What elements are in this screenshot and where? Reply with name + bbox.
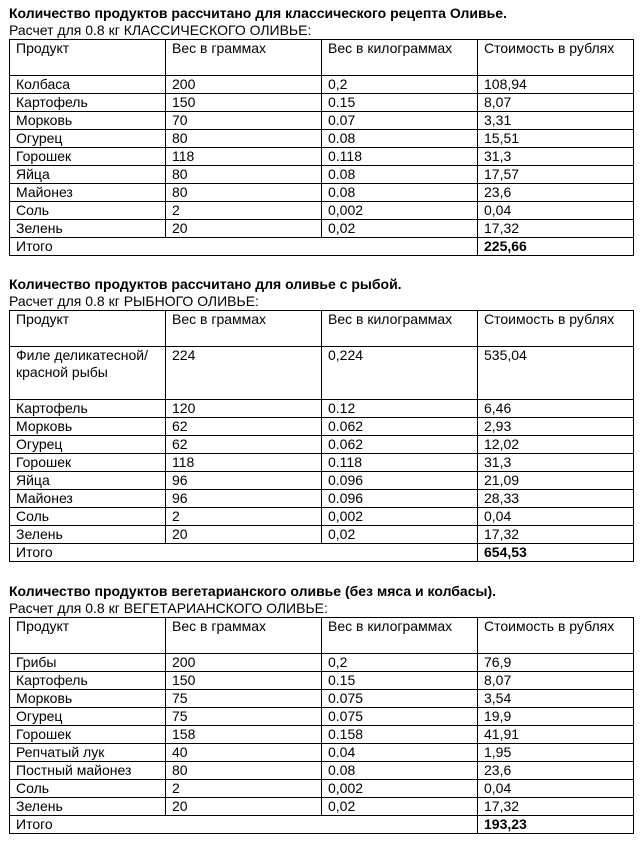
cost-cell: 108,94 xyxy=(478,76,634,94)
grams-cell: 20 xyxy=(166,798,322,816)
kilograms-cell: 0.08 xyxy=(322,762,478,780)
total-label: Итого xyxy=(10,816,478,834)
cost-cell: 3,31 xyxy=(478,112,634,130)
total-row xyxy=(10,544,634,562)
product-cell: Зелень xyxy=(10,526,166,544)
cost-cell: 8,07 xyxy=(478,672,634,690)
cost-cell: 17,57 xyxy=(478,166,634,184)
table-row xyxy=(10,436,634,454)
product-cell: Морковь xyxy=(10,418,166,436)
product-cell: Колбаса xyxy=(10,76,166,94)
kilograms-cell: 0.075 xyxy=(322,708,478,726)
product-cell: Майонез xyxy=(10,184,166,202)
cost-cell: 21,09 xyxy=(478,472,634,490)
product-cell: Огурец xyxy=(10,708,166,726)
cost-cell: 15,51 xyxy=(478,130,634,148)
table-row xyxy=(10,672,634,690)
grams-cell: 150 xyxy=(166,672,322,690)
product-cell: Огурец xyxy=(10,130,166,148)
recipe-section xyxy=(9,276,633,562)
total-value: 193,23 xyxy=(478,816,634,834)
table-header-row xyxy=(10,40,634,76)
column-header: Вес в граммах xyxy=(166,618,322,654)
cost-cell: 8,07 xyxy=(478,94,634,112)
table-row xyxy=(10,744,634,762)
cost-cell: 0,04 xyxy=(478,780,634,798)
column-header: Продукт xyxy=(10,311,166,347)
cost-cell: 0,04 xyxy=(478,202,634,220)
grams-cell: 62 xyxy=(166,436,322,454)
product-cell: Морковь xyxy=(10,112,166,130)
product-cell: Грибы xyxy=(10,654,166,672)
product-cell: Яйца xyxy=(10,166,166,184)
grams-cell: 2 xyxy=(166,508,322,526)
total-value: 225,66 xyxy=(478,238,634,256)
cost-cell: 28,33 xyxy=(478,490,634,508)
grams-cell: 62 xyxy=(166,418,322,436)
kilograms-cell: 0.04 xyxy=(322,744,478,762)
cost-cell: 31,3 xyxy=(478,454,634,472)
table-row xyxy=(10,798,634,816)
table-row xyxy=(10,130,634,148)
cost-cell: 1,95 xyxy=(478,744,634,762)
kilograms-cell: 0,002 xyxy=(322,508,478,526)
product-cell: Филе деликатесной/ красной рыбы xyxy=(10,347,166,400)
grams-cell: 40 xyxy=(166,744,322,762)
cost-cell: 23,6 xyxy=(478,184,634,202)
kilograms-cell: 0,02 xyxy=(322,798,478,816)
cost-cell: 19,9 xyxy=(478,708,634,726)
grams-cell: 96 xyxy=(166,490,322,508)
column-header: Вес в килограммах xyxy=(322,618,478,654)
table-row xyxy=(10,112,634,130)
grams-cell: 118 xyxy=(166,454,322,472)
table-row xyxy=(10,490,634,508)
column-header: Стоимость в рублях xyxy=(478,618,634,654)
column-header: Стоимость в рублях xyxy=(478,311,634,347)
table-row xyxy=(10,166,634,184)
kilograms-cell: 0.075 xyxy=(322,690,478,708)
product-cell: Картофель xyxy=(10,94,166,112)
kilograms-cell: 0.08 xyxy=(322,130,478,148)
product-cell: Морковь xyxy=(10,690,166,708)
table-row xyxy=(10,526,634,544)
recipe-section xyxy=(9,5,633,256)
kilograms-cell: 0,002 xyxy=(322,202,478,220)
grams-cell: 2 xyxy=(166,202,322,220)
table-row xyxy=(10,780,634,798)
kilograms-cell: 0.118 xyxy=(322,454,478,472)
section-title: Количество продуктов рассчитано для оливье с рыбой. xyxy=(9,276,402,292)
column-header: Продукт xyxy=(10,618,166,654)
kilograms-cell: 0.118 xyxy=(322,148,478,166)
product-cell: Картофель xyxy=(10,400,166,418)
kilograms-cell: 0,002 xyxy=(322,780,478,798)
product-cell: Зелень xyxy=(10,220,166,238)
grams-cell: 2 xyxy=(166,780,322,798)
table-row xyxy=(10,148,634,166)
ingredients-table xyxy=(9,310,634,562)
kilograms-cell: 0.15 xyxy=(322,94,478,112)
table-row xyxy=(10,76,634,94)
grams-cell: 158 xyxy=(166,726,322,744)
grams-cell: 120 xyxy=(166,400,322,418)
ingredients-table xyxy=(9,39,634,256)
grams-cell: 20 xyxy=(166,220,322,238)
kilograms-cell: 0,2 xyxy=(322,76,478,94)
kilograms-cell: 0.08 xyxy=(322,184,478,202)
cost-cell: 12,02 xyxy=(478,436,634,454)
cost-cell: 17,32 xyxy=(478,220,634,238)
table-row xyxy=(10,726,634,744)
product-cell: Постный майонез xyxy=(10,762,166,780)
kilograms-cell: 0.062 xyxy=(322,436,478,454)
cost-cell: 31,3 xyxy=(478,148,634,166)
table-row xyxy=(10,94,634,112)
grams-cell: 75 xyxy=(166,690,322,708)
kilograms-cell: 0.158 xyxy=(322,726,478,744)
product-cell: Соль xyxy=(10,780,166,798)
kilograms-cell: 0,02 xyxy=(322,526,478,544)
cost-cell: 0,04 xyxy=(478,508,634,526)
product-cell: Яйца xyxy=(10,472,166,490)
ingredients-table xyxy=(9,617,634,834)
kilograms-cell: 0.096 xyxy=(322,490,478,508)
column-header: Вес в килограммах xyxy=(322,40,478,76)
product-cell: Соль xyxy=(10,202,166,220)
product-cell: Соль xyxy=(10,508,166,526)
product-cell: Картофель xyxy=(10,672,166,690)
cost-cell: 3,54 xyxy=(478,690,634,708)
cost-cell: 2,93 xyxy=(478,418,634,436)
table-row xyxy=(10,400,634,418)
grams-cell: 224 xyxy=(166,347,322,400)
grams-cell: 20 xyxy=(166,526,322,544)
table-row xyxy=(10,454,634,472)
grams-cell: 80 xyxy=(166,184,322,202)
table-row xyxy=(10,418,634,436)
product-cell: Репчатый лук xyxy=(10,744,166,762)
grams-cell: 200 xyxy=(166,76,322,94)
table-row xyxy=(10,472,634,490)
column-header: Вес в граммах xyxy=(166,40,322,76)
section-title: Количество продуктов вегетарианского оливье (без мяса и колбасы). xyxy=(9,583,497,599)
kilograms-cell: 0.08 xyxy=(322,166,478,184)
total-row xyxy=(10,238,634,256)
cost-cell: 41,91 xyxy=(478,726,634,744)
grams-cell: 75 xyxy=(166,708,322,726)
product-cell: Горошек xyxy=(10,148,166,166)
kilograms-cell: 0.15 xyxy=(322,672,478,690)
kilograms-cell: 0.062 xyxy=(322,418,478,436)
table-row xyxy=(10,708,634,726)
grams-cell: 80 xyxy=(166,130,322,148)
recipe-section xyxy=(9,583,633,834)
cost-cell: 76,9 xyxy=(478,654,634,672)
table-header-row xyxy=(10,311,634,347)
total-row xyxy=(10,816,634,834)
grams-cell: 200 xyxy=(166,654,322,672)
cost-cell: 17,32 xyxy=(478,526,634,544)
table-row xyxy=(10,690,634,708)
grams-cell: 80 xyxy=(166,762,322,780)
column-header: Вес в граммах xyxy=(166,311,322,347)
table-row xyxy=(10,184,634,202)
grams-cell: 118 xyxy=(166,148,322,166)
total-label: Итого xyxy=(10,544,478,562)
grams-cell: 96 xyxy=(166,472,322,490)
kilograms-cell: 0.12 xyxy=(322,400,478,418)
table-row xyxy=(10,508,634,526)
product-cell: Зелень xyxy=(10,798,166,816)
total-label: Итого xyxy=(10,238,478,256)
kilograms-cell: 0.07 xyxy=(322,112,478,130)
product-cell: Горошек xyxy=(10,454,166,472)
column-header: Стоимость в рублях xyxy=(478,40,634,76)
section-title: Количество продуктов рассчитано для классического рецепта Оливье. xyxy=(9,5,507,21)
kilograms-cell: 0,224 xyxy=(322,347,478,400)
column-header: Продукт xyxy=(10,40,166,76)
kilograms-cell: 0,2 xyxy=(322,654,478,672)
table-header-row xyxy=(10,618,634,654)
table-row xyxy=(10,347,634,400)
cost-cell: 23,6 xyxy=(478,762,634,780)
grams-cell: 80 xyxy=(166,166,322,184)
total-value: 654,53 xyxy=(478,544,634,562)
grams-cell: 70 xyxy=(166,112,322,130)
cost-cell: 17,32 xyxy=(478,798,634,816)
product-cell: Горошек xyxy=(10,726,166,744)
column-header: Вес в килограммах xyxy=(322,311,478,347)
table-row xyxy=(10,762,634,780)
product-cell: Огурец xyxy=(10,436,166,454)
section-subtitle: Расчет для 0.8 кг КЛАССИЧЕСКОГО ОЛИВЬЕ: xyxy=(9,22,312,38)
table-row xyxy=(10,220,634,238)
cost-cell: 535,04 xyxy=(478,347,634,400)
section-subtitle: Расчет для 0.8 кг РЫБНОГО ОЛИВЬЕ: xyxy=(9,293,259,309)
cost-cell: 6,46 xyxy=(478,400,634,418)
grams-cell: 150 xyxy=(166,94,322,112)
table-row xyxy=(10,654,634,672)
product-cell: Майонез xyxy=(10,490,166,508)
kilograms-cell: 0.096 xyxy=(322,472,478,490)
table-row xyxy=(10,202,634,220)
section-subtitle: Расчет для 0.8 кг ВЕГЕТАРИАНСКОГО ОЛИВЬЕ: xyxy=(9,600,328,616)
kilograms-cell: 0,02 xyxy=(322,220,478,238)
